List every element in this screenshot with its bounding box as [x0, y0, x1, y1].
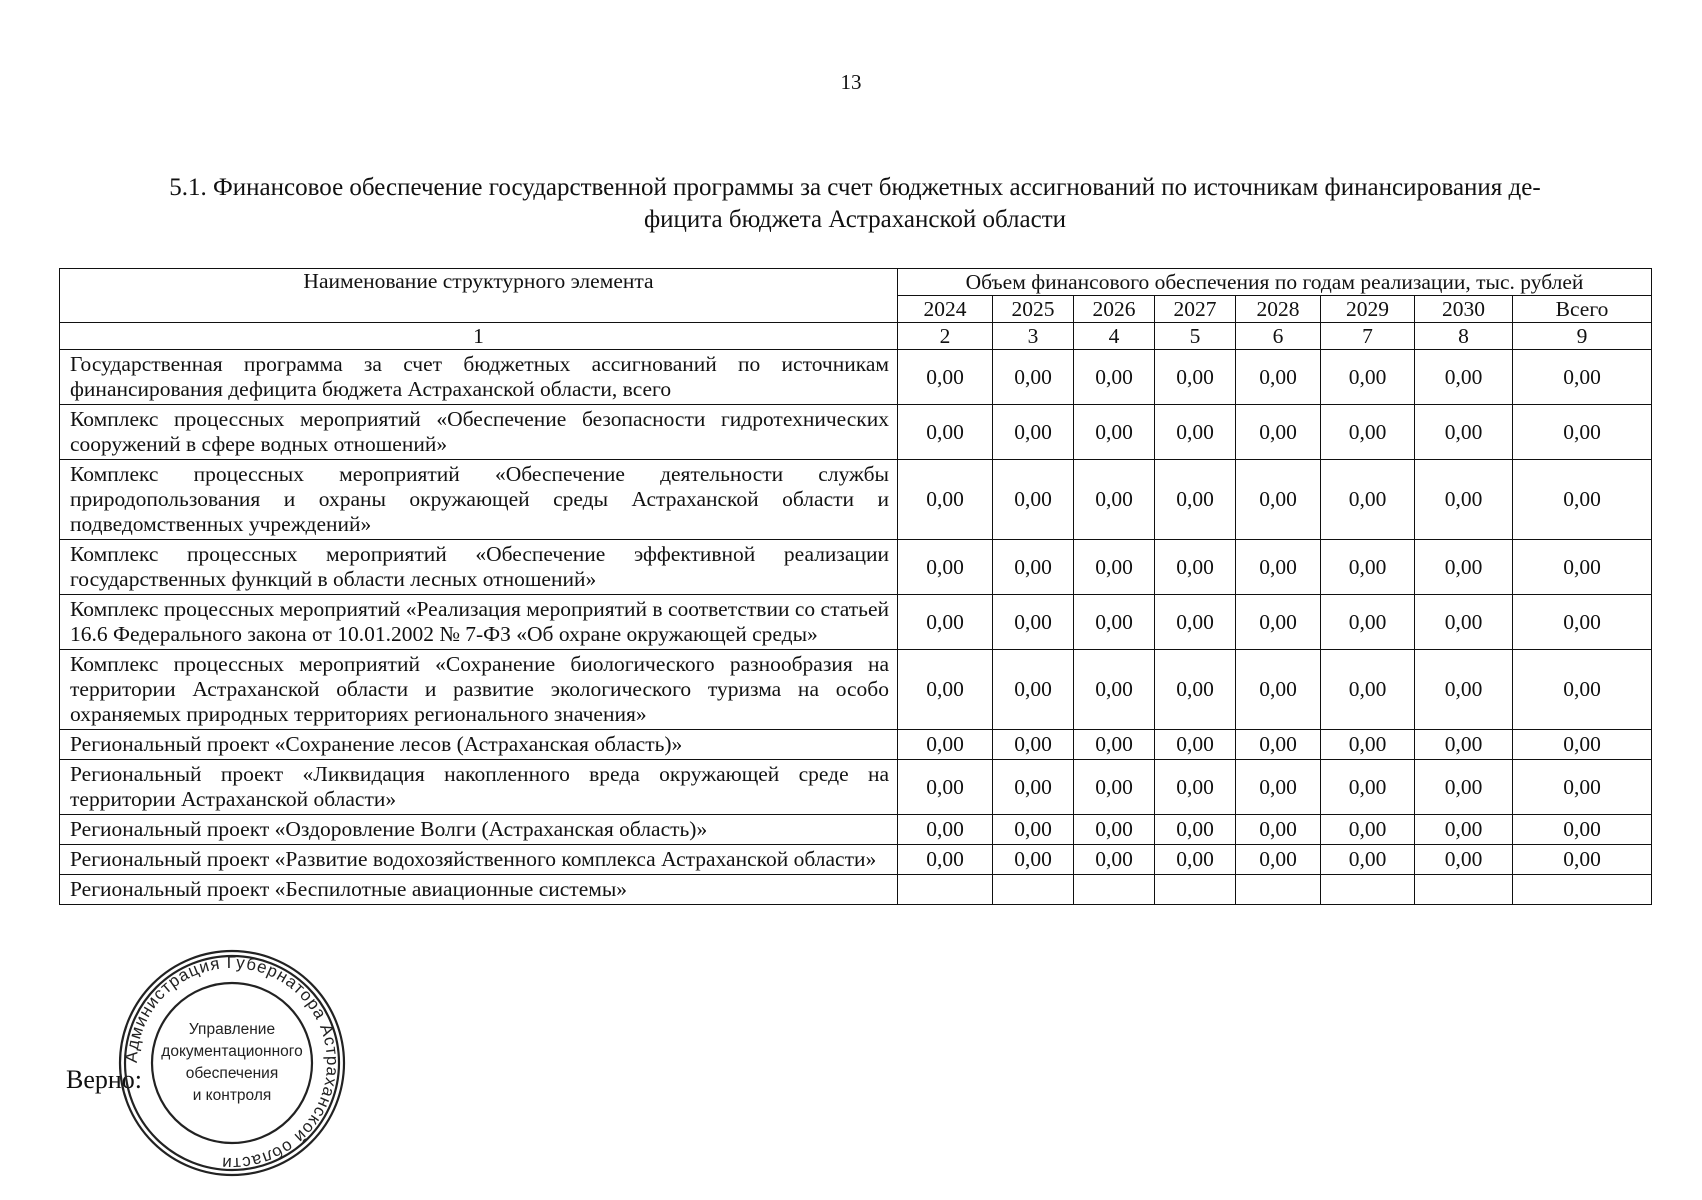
column-number: 3	[993, 323, 1074, 350]
year-header: 2028	[1236, 296, 1321, 323]
amount-cell: 0,00	[1236, 405, 1321, 460]
amount-cell: 0,00	[898, 460, 993, 540]
name-column-header: Наименование структурного элемента	[60, 269, 898, 323]
amount-cell: 0,00	[1155, 815, 1236, 845]
amount-cell: 0,00	[1155, 460, 1236, 540]
amount-cell: 0,00	[1321, 540, 1415, 595]
column-number: 7	[1321, 323, 1415, 350]
title-line-2: фицита бюджета Астраханской области	[643, 206, 1067, 233]
amount-cell: 0,00	[1155, 405, 1236, 460]
column-number: 1	[60, 323, 898, 350]
amount-cell: 0,00	[1415, 350, 1513, 405]
amount-cell: 0,00	[1236, 815, 1321, 845]
structural-element-name: Государственная программа за счет бюджетных ассигнований по источникам финансирования дефицита бюджета Астраханской области, всего	[60, 350, 898, 405]
amount-cell: 0,00	[1074, 460, 1155, 540]
stamp-ring-text: Администрация Губернатора Астраханской области	[121, 952, 343, 1174]
amount-cell: 0,00	[1155, 650, 1236, 730]
table-row	[60, 595, 1652, 650]
amount-cell: 0,00	[993, 760, 1074, 815]
year-header: Всего	[1513, 296, 1652, 323]
stamp-inner-line: Управление	[188, 1021, 276, 1038]
amount-cell: 0,00	[1513, 540, 1652, 595]
amount-cell: 0,00	[1415, 650, 1513, 730]
amount-cell	[993, 875, 1074, 905]
table-row	[60, 760, 1652, 815]
financing-table	[59, 268, 1652, 905]
amount-cell: 0,00	[1415, 405, 1513, 460]
amount-cell: 0,00	[993, 845, 1074, 875]
amount-cell: 0,00	[1236, 730, 1321, 760]
amount-cell: 0,00	[1236, 460, 1321, 540]
amount-cell: 0,00	[1513, 815, 1652, 845]
amount-cell: 0,00	[898, 540, 993, 595]
amount-cell: 0,00	[898, 650, 993, 730]
amount-cell	[1236, 875, 1321, 905]
structural-element-name: Региональный проект «Ликвидация накопленного вреда окружающей среде на территории Астраханской области»	[60, 760, 898, 815]
amount-cell: 0,00	[993, 730, 1074, 760]
column-number: 5	[1155, 323, 1236, 350]
amount-cell: 0,00	[898, 405, 993, 460]
year-header: 2027	[1155, 296, 1236, 323]
page-number: 13	[840, 70, 862, 94]
amount-cell: 0,00	[1155, 845, 1236, 875]
year-header: 2026	[1074, 296, 1155, 323]
amount-cell: 0,00	[1236, 650, 1321, 730]
year-header: 2030	[1415, 296, 1513, 323]
amount-cell	[898, 875, 993, 905]
amount-cell: 0,00	[993, 350, 1074, 405]
amount-cell: 0,00	[1513, 845, 1652, 875]
column-number: 4	[1074, 323, 1155, 350]
amount-cell: 0,00	[1155, 350, 1236, 405]
amount-cell: 0,00	[1513, 730, 1652, 760]
volume-column-header: Объем финансового обеспечения по годам реализации, тыс. рублей	[898, 269, 1652, 296]
amount-cell: 0,00	[1513, 760, 1652, 815]
amount-cell: 0,00	[1236, 595, 1321, 650]
amount-cell: 0,00	[1415, 460, 1513, 540]
amount-cell: 0,00	[1415, 815, 1513, 845]
amount-cell: 0,00	[1236, 350, 1321, 405]
amount-cell: 0,00	[1236, 845, 1321, 875]
amount-cell: 0,00	[1321, 460, 1415, 540]
amount-cell: 0,00	[993, 405, 1074, 460]
amount-cell: 0,00	[1415, 540, 1513, 595]
amount-cell: 0,00	[993, 460, 1074, 540]
structural-element-name: Комплекс процессных мероприятий «Обеспечение деятельности службы природопользования и охраны окружающей среды Астраханской области и подведомственных учреждений»	[60, 460, 898, 540]
table-row	[60, 350, 1652, 405]
confirmation-label: Верно:	[66, 1065, 143, 1094]
year-header: 2024	[898, 296, 993, 323]
year-header: 2025	[993, 296, 1074, 323]
amount-cell: 0,00	[1074, 760, 1155, 815]
amount-cell: 0,00	[1074, 650, 1155, 730]
amount-cell: 0,00	[898, 350, 993, 405]
amount-cell: 0,00	[1155, 595, 1236, 650]
amount-cell: 0,00	[1155, 730, 1236, 760]
column-number: 2	[898, 323, 993, 350]
amount-cell: 0,00	[1513, 460, 1652, 540]
stamp-inner-text	[161, 1021, 302, 1104]
amount-cell: 0,00	[1513, 350, 1652, 405]
structural-element-name: Региональный проект «Развитие водохозяйственного комплекса Астраханской области»	[60, 845, 898, 875]
structural-element-name: Комплекс процессных мероприятий «Реализация мероприятий в соответствии со статьей 16.6 Федерального закона от 10.01.2002 № 7-ФЗ «Об охране окружающей среды»	[60, 595, 898, 650]
structural-element-name: Региональный проект «Беспилотные авиационные системы»	[60, 875, 898, 905]
amount-cell: 0,00	[1236, 540, 1321, 595]
column-number: 8	[1415, 323, 1513, 350]
amount-cell: 0,00	[1415, 730, 1513, 760]
table-row	[60, 730, 1652, 760]
stamp-inner-line: обеспечения	[185, 1065, 279, 1082]
amount-cell: 0,00	[1074, 730, 1155, 760]
amount-cell: 0,00	[898, 845, 993, 875]
amount-cell: 0,00	[1321, 845, 1415, 875]
stamp-inner-line: документационного	[161, 1043, 303, 1060]
stamp-inner-line: и контроля	[192, 1087, 272, 1104]
amount-cell: 0,00	[898, 815, 993, 845]
table-row	[60, 650, 1652, 730]
amount-cell: 0,00	[1074, 595, 1155, 650]
structural-element-name: Комплекс процессных мероприятий «Сохранение биологического разнообразия на территории Астраханской области и развитие экологического туризма на особо охраняемых природных территориях регионального значения»	[60, 650, 898, 730]
amount-cell: 0,00	[1321, 650, 1415, 730]
year-header: 2029	[1321, 296, 1415, 323]
table-row	[60, 845, 1652, 875]
table-row	[60, 815, 1652, 845]
structural-element-name: Региональный проект «Сохранение лесов (Астраханская область)»	[60, 730, 898, 760]
amount-cell: 0,00	[1415, 595, 1513, 650]
document-title	[70, 172, 1640, 236]
table-body	[60, 350, 1652, 905]
amount-cell: 0,00	[1513, 405, 1652, 460]
amount-cell	[1074, 875, 1155, 905]
amount-cell: 0,00	[1074, 350, 1155, 405]
table-row	[60, 540, 1652, 595]
amount-cell: 0,00	[898, 760, 993, 815]
amount-cell: 0,00	[1074, 540, 1155, 595]
amount-cell: 0,00	[898, 730, 993, 760]
table-row	[60, 460, 1652, 540]
title-line-1: 5.1. Финансовое обеспечение государственной программы за счет бюджетных ассигнований по источникам финансирования де-	[169, 174, 1541, 201]
amount-cell: 0,00	[1321, 595, 1415, 650]
amount-cell: 0,00	[1321, 760, 1415, 815]
amount-cell: 0,00	[1155, 540, 1236, 595]
amount-cell: 0,00	[1415, 845, 1513, 875]
table-row	[60, 405, 1652, 460]
amount-cell: 0,00	[1321, 730, 1415, 760]
column-number: 9	[1513, 323, 1652, 350]
amount-cell: 0,00	[1321, 815, 1415, 845]
amount-cell: 0,00	[993, 540, 1074, 595]
amount-cell	[1155, 875, 1236, 905]
amount-cell: 0,00	[993, 815, 1074, 845]
amount-cell: 0,00	[993, 595, 1074, 650]
amount-cell: 0,00	[993, 650, 1074, 730]
structural-element-name: Региональный проект «Оздоровление Волги (Астраханская область)»	[60, 815, 898, 845]
column-numbers-row	[60, 323, 1652, 350]
structural-element-name: Комплекс процессных мероприятий «Обеспечение безопасности гидротехнических сооружений в сфере водных отношений»	[60, 405, 898, 460]
amount-cell: 0,00	[1236, 760, 1321, 815]
amount-cell	[1415, 875, 1513, 905]
amount-cell: 0,00	[1415, 760, 1513, 815]
official-seal-stamp	[117, 948, 347, 1178]
amount-cell	[1513, 875, 1652, 905]
amount-cell: 0,00	[1321, 350, 1415, 405]
table-row	[60, 875, 1652, 905]
amount-cell: 0,00	[898, 595, 993, 650]
amount-cell: 0,00	[1155, 760, 1236, 815]
amount-cell: 0,00	[1321, 405, 1415, 460]
amount-cell: 0,00	[1513, 650, 1652, 730]
amount-cell: 0,00	[1074, 815, 1155, 845]
column-number: 6	[1236, 323, 1321, 350]
amount-cell	[1321, 875, 1415, 905]
structural-element-name: Комплекс процессных мероприятий «Обеспечение эффективной реализации государственных функций в области лесных отношений»	[60, 540, 898, 595]
amount-cell: 0,00	[1074, 845, 1155, 875]
amount-cell: 0,00	[1513, 595, 1652, 650]
amount-cell: 0,00	[1074, 405, 1155, 460]
